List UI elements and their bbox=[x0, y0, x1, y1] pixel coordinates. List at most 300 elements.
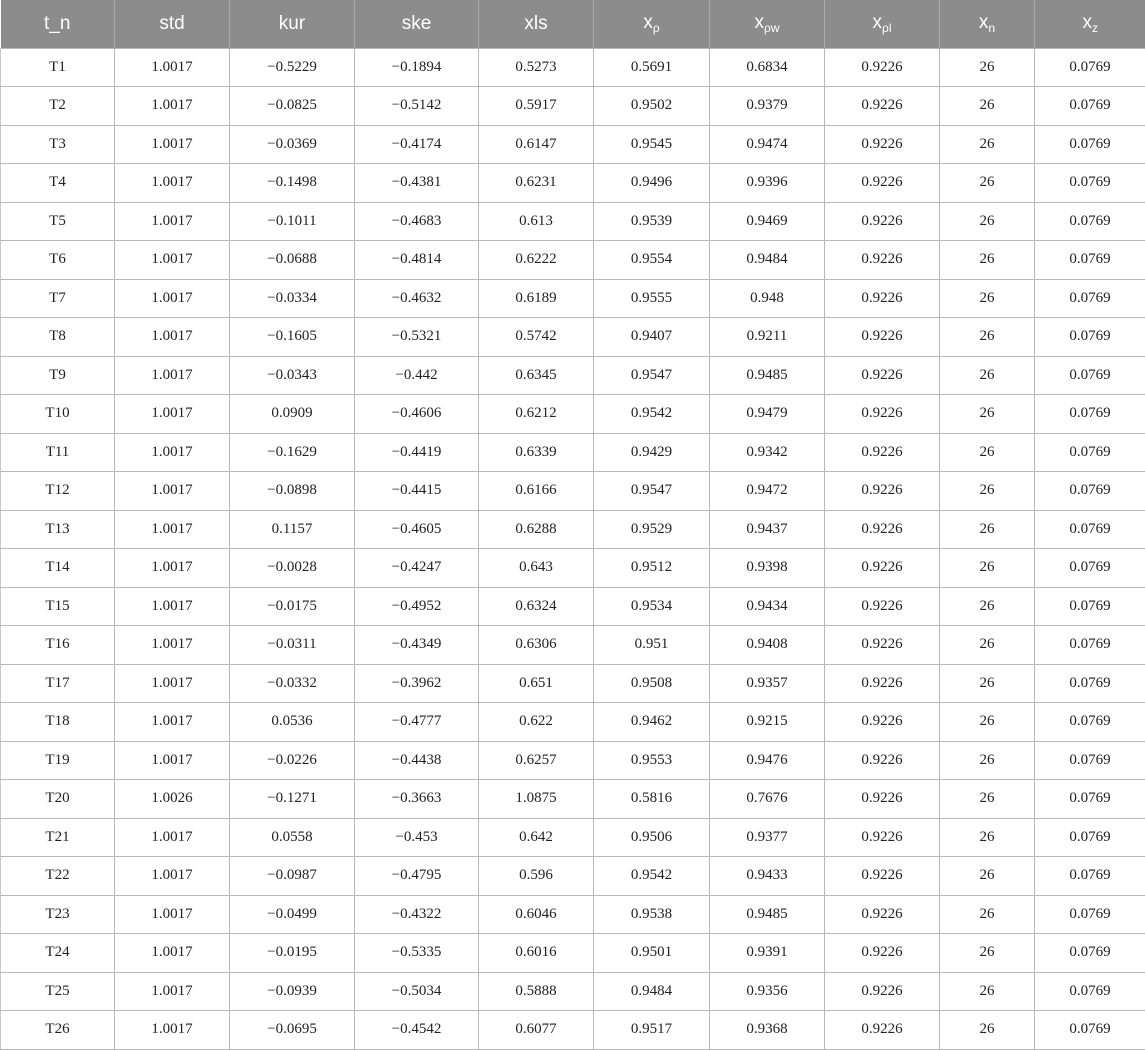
table-cell: 0.9215 bbox=[710, 703, 825, 742]
table-cell: 0.0769 bbox=[1035, 703, 1145, 742]
table-cell: −0.0695 bbox=[230, 1011, 355, 1050]
table-cell: −0.5034 bbox=[355, 972, 479, 1011]
table-cell: −0.1498 bbox=[230, 164, 355, 203]
table-cell: 1.0017 bbox=[115, 741, 230, 780]
table-cell: 0.1157 bbox=[230, 510, 355, 549]
table-cell: 26 bbox=[940, 857, 1035, 896]
column-header-subscript: n bbox=[988, 21, 995, 35]
table-cell: 0.9226 bbox=[825, 549, 940, 588]
column-header bbox=[594, 0, 710, 48]
table-cell: 0.9534 bbox=[594, 587, 710, 626]
column-header bbox=[230, 0, 355, 48]
table-cell: −0.0369 bbox=[230, 125, 355, 164]
table-cell: −0.0028 bbox=[230, 549, 355, 588]
table-cell: 0.9211 bbox=[710, 318, 825, 357]
table-cell: 0.6189 bbox=[479, 279, 594, 318]
table-cell: 0.9434 bbox=[710, 587, 825, 626]
table-row bbox=[1, 202, 1145, 241]
table-cell: 0.0769 bbox=[1035, 664, 1145, 703]
table-row bbox=[1, 780, 1145, 819]
table-cell: 0.642 bbox=[479, 818, 594, 857]
table-cell: 0.9553 bbox=[594, 741, 710, 780]
table-cell: 0.9472 bbox=[710, 472, 825, 511]
table-body bbox=[1, 48, 1145, 1049]
table-cell: −0.3962 bbox=[355, 664, 479, 703]
table-cell: −0.0898 bbox=[230, 472, 355, 511]
table-cell: 26 bbox=[940, 780, 1035, 819]
table-cell: 0.9479 bbox=[710, 395, 825, 434]
table-cell: 1.0017 bbox=[115, 87, 230, 126]
table-cell: 0.9437 bbox=[710, 510, 825, 549]
table-cell: 0.0769 bbox=[1035, 818, 1145, 857]
table-cell: −0.0226 bbox=[230, 741, 355, 780]
table-cell: T25 bbox=[1, 972, 115, 1011]
table-cell: −0.4952 bbox=[355, 587, 479, 626]
table-cell: −0.442 bbox=[355, 356, 479, 395]
table-cell: 0.9226 bbox=[825, 279, 940, 318]
header-row bbox=[1, 0, 1145, 48]
table-cell: T15 bbox=[1, 587, 115, 626]
table-cell: 0.9529 bbox=[594, 510, 710, 549]
table-cell: 0.9226 bbox=[825, 895, 940, 934]
table-cell: T19 bbox=[1, 741, 115, 780]
table-cell: 1.0017 bbox=[115, 202, 230, 241]
table-cell: −0.4349 bbox=[355, 626, 479, 665]
table-cell: T3 bbox=[1, 125, 115, 164]
table-cell: 26 bbox=[940, 741, 1035, 780]
table-cell: 26 bbox=[940, 818, 1035, 857]
table-cell: −0.3663 bbox=[355, 780, 479, 819]
table-cell: 0.9357 bbox=[710, 664, 825, 703]
table-cell: 0.9226 bbox=[825, 48, 940, 87]
table-cell: T17 bbox=[1, 664, 115, 703]
table-row bbox=[1, 125, 1145, 164]
table-cell: 0.9226 bbox=[825, 356, 940, 395]
table-cell: 0.9391 bbox=[710, 934, 825, 973]
table-cell: 0.6016 bbox=[479, 934, 594, 973]
table-cell: −0.0987 bbox=[230, 857, 355, 896]
table-cell: 0.6212 bbox=[479, 395, 594, 434]
table-cell: 26 bbox=[940, 279, 1035, 318]
table-cell: 0.0769 bbox=[1035, 895, 1145, 934]
table-cell: 0.0769 bbox=[1035, 510, 1145, 549]
table-cell: T22 bbox=[1, 857, 115, 896]
table-cell: 0.9538 bbox=[594, 895, 710, 934]
table-cell: −0.5335 bbox=[355, 934, 479, 973]
column-header bbox=[355, 0, 479, 48]
table-cell: 0.9496 bbox=[594, 164, 710, 203]
table-cell: 0.9226 bbox=[825, 587, 940, 626]
table-cell: −0.4542 bbox=[355, 1011, 479, 1050]
table-cell: 0.9396 bbox=[710, 164, 825, 203]
table-row bbox=[1, 318, 1145, 357]
table-cell: 1.0017 bbox=[115, 857, 230, 896]
table-cell: 1.0026 bbox=[115, 780, 230, 819]
table-row bbox=[1, 164, 1145, 203]
table-cell: 0.9555 bbox=[594, 279, 710, 318]
table-cell: 0.6834 bbox=[710, 48, 825, 87]
table-cell: 0.0769 bbox=[1035, 202, 1145, 241]
table-cell: −0.4632 bbox=[355, 279, 479, 318]
table-cell: 0.9226 bbox=[825, 87, 940, 126]
table-cell: 0.0769 bbox=[1035, 241, 1145, 280]
table-cell: 1.0017 bbox=[115, 510, 230, 549]
table-row bbox=[1, 87, 1145, 126]
table-cell: −0.4438 bbox=[355, 741, 479, 780]
table-cell: T16 bbox=[1, 626, 115, 665]
table-cell: 0.6339 bbox=[479, 433, 594, 472]
table-row bbox=[1, 895, 1145, 934]
table-cell: 0.9226 bbox=[825, 318, 940, 357]
table-cell: 0.5816 bbox=[594, 780, 710, 819]
table-cell: T24 bbox=[1, 934, 115, 973]
table-cell: 0.9408 bbox=[710, 626, 825, 665]
table-cell: 0.6222 bbox=[479, 241, 594, 280]
table-cell: 0.9226 bbox=[825, 164, 940, 203]
table-cell: 0.9226 bbox=[825, 241, 940, 280]
table-cell: 0.9226 bbox=[825, 626, 940, 665]
table-cell: 0.9226 bbox=[825, 857, 940, 896]
table-cell: 0.9485 bbox=[710, 356, 825, 395]
table-cell: 0.9377 bbox=[710, 818, 825, 857]
table-cell: 0.9433 bbox=[710, 857, 825, 896]
table-header bbox=[1, 0, 1145, 48]
table-cell: 0.0769 bbox=[1035, 626, 1145, 665]
table-cell: −0.4419 bbox=[355, 433, 479, 472]
table-cell: T8 bbox=[1, 318, 115, 357]
table-cell: 1.0017 bbox=[115, 433, 230, 472]
table-cell: 0.9539 bbox=[594, 202, 710, 241]
table-cell: 26 bbox=[940, 395, 1035, 434]
table-cell: 0.9512 bbox=[594, 549, 710, 588]
table-cell: −0.1271 bbox=[230, 780, 355, 819]
table-cell: 0.6288 bbox=[479, 510, 594, 549]
table-cell: 0.9542 bbox=[594, 395, 710, 434]
table-cell: 26 bbox=[940, 549, 1035, 588]
table-cell: 0.9502 bbox=[594, 87, 710, 126]
table-cell: −0.4605 bbox=[355, 510, 479, 549]
table-cell: 0.622 bbox=[479, 703, 594, 742]
column-header-label: t_n bbox=[44, 13, 70, 34]
table-cell: T14 bbox=[1, 549, 115, 588]
column-header-subscript: ρl bbox=[882, 21, 892, 35]
table-row bbox=[1, 1011, 1145, 1050]
table-cell: 0.9226 bbox=[825, 202, 940, 241]
table-cell: 0.0769 bbox=[1035, 87, 1145, 126]
table-cell: 1.0017 bbox=[115, 703, 230, 742]
table-cell: T18 bbox=[1, 703, 115, 742]
table-row bbox=[1, 934, 1145, 973]
table-cell: 0.9542 bbox=[594, 857, 710, 896]
column-header-label: std bbox=[159, 13, 184, 34]
table-cell: 0.6046 bbox=[479, 895, 594, 934]
table-row bbox=[1, 587, 1145, 626]
table-cell: −0.0175 bbox=[230, 587, 355, 626]
table-cell: −0.0195 bbox=[230, 934, 355, 973]
table-cell: 1.0017 bbox=[115, 818, 230, 857]
table-cell: 0.5917 bbox=[479, 87, 594, 126]
table-cell: −0.4415 bbox=[355, 472, 479, 511]
table-cell: −0.1629 bbox=[230, 433, 355, 472]
table-row bbox=[1, 48, 1145, 87]
table-cell: 0.9226 bbox=[825, 510, 940, 549]
table-cell: 26 bbox=[940, 972, 1035, 1011]
table-row bbox=[1, 433, 1145, 472]
table-cell: 1.0017 bbox=[115, 972, 230, 1011]
table-cell: 0.651 bbox=[479, 664, 594, 703]
table-cell: 0.9484 bbox=[710, 241, 825, 280]
table-cell: 0.0769 bbox=[1035, 1011, 1145, 1050]
table-cell: T20 bbox=[1, 780, 115, 819]
table-row bbox=[1, 741, 1145, 780]
table-cell: 0.6166 bbox=[479, 472, 594, 511]
table-cell: 0.9469 bbox=[710, 202, 825, 241]
column-header-label: x bbox=[873, 12, 883, 33]
table-cell: 1.0017 bbox=[115, 549, 230, 588]
table-cell: 0.0769 bbox=[1035, 279, 1145, 318]
table-cell: 0.9398 bbox=[710, 549, 825, 588]
table-cell: 0.7676 bbox=[710, 780, 825, 819]
table-cell: −0.4814 bbox=[355, 241, 479, 280]
table-cell: 0.0909 bbox=[230, 395, 355, 434]
table-row bbox=[1, 241, 1145, 280]
table-cell: −0.5321 bbox=[355, 318, 479, 357]
table-cell: 26 bbox=[940, 241, 1035, 280]
table-cell: 0.9342 bbox=[710, 433, 825, 472]
table-row bbox=[1, 626, 1145, 665]
table-cell: 0.0769 bbox=[1035, 395, 1145, 434]
table-cell: 0.6077 bbox=[479, 1011, 594, 1050]
table-cell: T5 bbox=[1, 202, 115, 241]
column-header-label: x bbox=[643, 12, 653, 33]
table-cell: 1.0017 bbox=[115, 48, 230, 87]
table-cell: 1.0017 bbox=[115, 241, 230, 280]
table-cell: 0.613 bbox=[479, 202, 594, 241]
table-cell: 26 bbox=[940, 472, 1035, 511]
table-cell: 1.0875 bbox=[479, 780, 594, 819]
table-cell: T26 bbox=[1, 1011, 115, 1050]
table-cell: −0.0688 bbox=[230, 241, 355, 280]
table-cell: 26 bbox=[940, 934, 1035, 973]
table-cell: 0.6257 bbox=[479, 741, 594, 780]
table-cell: 0.9226 bbox=[825, 1011, 940, 1050]
table-cell: 1.0017 bbox=[115, 664, 230, 703]
table-cell: −0.0939 bbox=[230, 972, 355, 1011]
table-cell: 0.0769 bbox=[1035, 934, 1145, 973]
table-cell: 0.9474 bbox=[710, 125, 825, 164]
table-cell: 0.0769 bbox=[1035, 164, 1145, 203]
table-cell: 0.0558 bbox=[230, 818, 355, 857]
table-cell: 0.9484 bbox=[594, 972, 710, 1011]
column-header bbox=[825, 0, 940, 48]
table-cell: 0.6324 bbox=[479, 587, 594, 626]
column-header-label: kur bbox=[279, 13, 305, 34]
table-cell: 0.0769 bbox=[1035, 125, 1145, 164]
table-cell: −0.4247 bbox=[355, 549, 479, 588]
table-cell: 0.9517 bbox=[594, 1011, 710, 1050]
table-cell: −0.1011 bbox=[230, 202, 355, 241]
table-cell: T11 bbox=[1, 433, 115, 472]
table-cell: 26 bbox=[940, 703, 1035, 742]
table-cell: 26 bbox=[940, 87, 1035, 126]
table-cell: −0.4381 bbox=[355, 164, 479, 203]
table-row bbox=[1, 549, 1145, 588]
table-cell: 0.9226 bbox=[825, 972, 940, 1011]
table-cell: T6 bbox=[1, 241, 115, 280]
table-cell: 0.0769 bbox=[1035, 48, 1145, 87]
table-cell: 0.9226 bbox=[825, 934, 940, 973]
column-header bbox=[1, 0, 115, 48]
table-cell: 26 bbox=[940, 895, 1035, 934]
table-cell: 0.0769 bbox=[1035, 857, 1145, 896]
table-cell: 0.5273 bbox=[479, 48, 594, 87]
table-cell: −0.4683 bbox=[355, 202, 479, 241]
table-cell: 26 bbox=[940, 318, 1035, 357]
table-cell: 0.0536 bbox=[230, 703, 355, 742]
table-row bbox=[1, 664, 1145, 703]
table-cell: −0.453 bbox=[355, 818, 479, 857]
table-cell: 0.9356 bbox=[710, 972, 825, 1011]
table-cell: 0.9226 bbox=[825, 780, 940, 819]
table-cell: −0.4174 bbox=[355, 125, 479, 164]
column-header-label: x bbox=[1083, 12, 1093, 33]
table-cell: T9 bbox=[1, 356, 115, 395]
table-cell: 0.9226 bbox=[825, 703, 940, 742]
table-row bbox=[1, 703, 1145, 742]
table-cell: 0.0769 bbox=[1035, 741, 1145, 780]
column-header-label: x bbox=[755, 12, 765, 33]
table-cell: 26 bbox=[940, 125, 1035, 164]
table-cell: 1.0017 bbox=[115, 587, 230, 626]
table-cell: 1.0017 bbox=[115, 164, 230, 203]
table-cell: 26 bbox=[940, 48, 1035, 87]
table-cell: 1.0017 bbox=[115, 395, 230, 434]
table-cell: −0.4606 bbox=[355, 395, 479, 434]
table-cell: −0.4795 bbox=[355, 857, 479, 896]
table-cell: 0.0769 bbox=[1035, 356, 1145, 395]
table-cell: T21 bbox=[1, 818, 115, 857]
table-cell: 0.951 bbox=[594, 626, 710, 665]
table-cell: −0.0311 bbox=[230, 626, 355, 665]
table-cell: 0.6231 bbox=[479, 164, 594, 203]
table-cell: 0.9226 bbox=[825, 741, 940, 780]
table-cell: 0.6147 bbox=[479, 125, 594, 164]
table-cell: 0.0769 bbox=[1035, 587, 1145, 626]
table-cell: T4 bbox=[1, 164, 115, 203]
column-header bbox=[940, 0, 1035, 48]
table-cell: 0.0769 bbox=[1035, 972, 1145, 1011]
table-cell: T10 bbox=[1, 395, 115, 434]
table-cell: 0.5742 bbox=[479, 318, 594, 357]
table-cell: −0.0825 bbox=[230, 87, 355, 126]
table-cell: 0.0769 bbox=[1035, 549, 1145, 588]
table-cell: 0.6306 bbox=[479, 626, 594, 665]
table-cell: 0.948 bbox=[710, 279, 825, 318]
table-cell: 0.9407 bbox=[594, 318, 710, 357]
table-row bbox=[1, 857, 1145, 896]
table-cell: 0.9501 bbox=[594, 934, 710, 973]
table-cell: 1.0017 bbox=[115, 895, 230, 934]
table-cell: 0.9368 bbox=[710, 1011, 825, 1050]
table-row bbox=[1, 818, 1145, 857]
table-cell: 0.0769 bbox=[1035, 433, 1145, 472]
table-cell: T1 bbox=[1, 48, 115, 87]
table-cell: 0.9547 bbox=[594, 356, 710, 395]
table-row bbox=[1, 472, 1145, 511]
table-cell: 26 bbox=[940, 1011, 1035, 1050]
table-cell: 0.0769 bbox=[1035, 472, 1145, 511]
column-header bbox=[479, 0, 594, 48]
table-row bbox=[1, 395, 1145, 434]
table-cell: 26 bbox=[940, 510, 1035, 549]
table-cell: T13 bbox=[1, 510, 115, 549]
table-cell: −0.5142 bbox=[355, 87, 479, 126]
table-cell: 26 bbox=[940, 164, 1035, 203]
table-cell: T7 bbox=[1, 279, 115, 318]
table-cell: −0.4777 bbox=[355, 703, 479, 742]
table-cell: 26 bbox=[940, 626, 1035, 665]
table-cell: −0.0499 bbox=[230, 895, 355, 934]
table-cell: 1.0017 bbox=[115, 279, 230, 318]
table-cell: 1.0017 bbox=[115, 318, 230, 357]
column-header-label: xls bbox=[524, 13, 547, 34]
table-cell: 1.0017 bbox=[115, 1011, 230, 1050]
table-cell: 0.9476 bbox=[710, 741, 825, 780]
table-cell: 0.5691 bbox=[594, 48, 710, 87]
table-cell: 1.0017 bbox=[115, 626, 230, 665]
table-cell: 0.9485 bbox=[710, 895, 825, 934]
table-cell: 0.596 bbox=[479, 857, 594, 896]
table-cell: 0.6345 bbox=[479, 356, 594, 395]
table-cell: −0.1894 bbox=[355, 48, 479, 87]
table-cell: 0.9547 bbox=[594, 472, 710, 511]
table-row bbox=[1, 972, 1145, 1011]
table-cell: −0.4322 bbox=[355, 895, 479, 934]
column-header bbox=[115, 0, 230, 48]
table-cell: T2 bbox=[1, 87, 115, 126]
table-cell: 0.0769 bbox=[1035, 318, 1145, 357]
table-cell: 0.9226 bbox=[825, 433, 940, 472]
column-header bbox=[710, 0, 825, 48]
column-header bbox=[1035, 0, 1145, 48]
table-cell: 0.643 bbox=[479, 549, 594, 588]
table-cell: 0.5888 bbox=[479, 972, 594, 1011]
table-row bbox=[1, 510, 1145, 549]
column-header-subscript: z bbox=[1092, 21, 1098, 35]
table-cell: 26 bbox=[940, 356, 1035, 395]
table-cell: 26 bbox=[940, 587, 1035, 626]
table-cell: 0.9429 bbox=[594, 433, 710, 472]
column-header-subscript: ρw bbox=[764, 21, 780, 35]
table-cell: 1.0017 bbox=[115, 472, 230, 511]
table-cell: 26 bbox=[940, 433, 1035, 472]
table-cell: 0.9226 bbox=[825, 395, 940, 434]
table-cell: −0.0343 bbox=[230, 356, 355, 395]
table-cell: 1.0017 bbox=[115, 934, 230, 973]
table-cell: −0.0332 bbox=[230, 664, 355, 703]
table-cell: 0.0769 bbox=[1035, 780, 1145, 819]
table-cell: 26 bbox=[940, 664, 1035, 703]
table-cell: 1.0017 bbox=[115, 356, 230, 395]
table-cell: 26 bbox=[940, 202, 1035, 241]
table-cell: 0.9545 bbox=[594, 125, 710, 164]
table-cell: −0.1605 bbox=[230, 318, 355, 357]
table-cell: −0.5229 bbox=[230, 48, 355, 87]
table-cell: 0.9226 bbox=[825, 664, 940, 703]
column-header-label: ske bbox=[402, 13, 432, 34]
table-cell: −0.0334 bbox=[230, 279, 355, 318]
table-cell: 1.0017 bbox=[115, 125, 230, 164]
